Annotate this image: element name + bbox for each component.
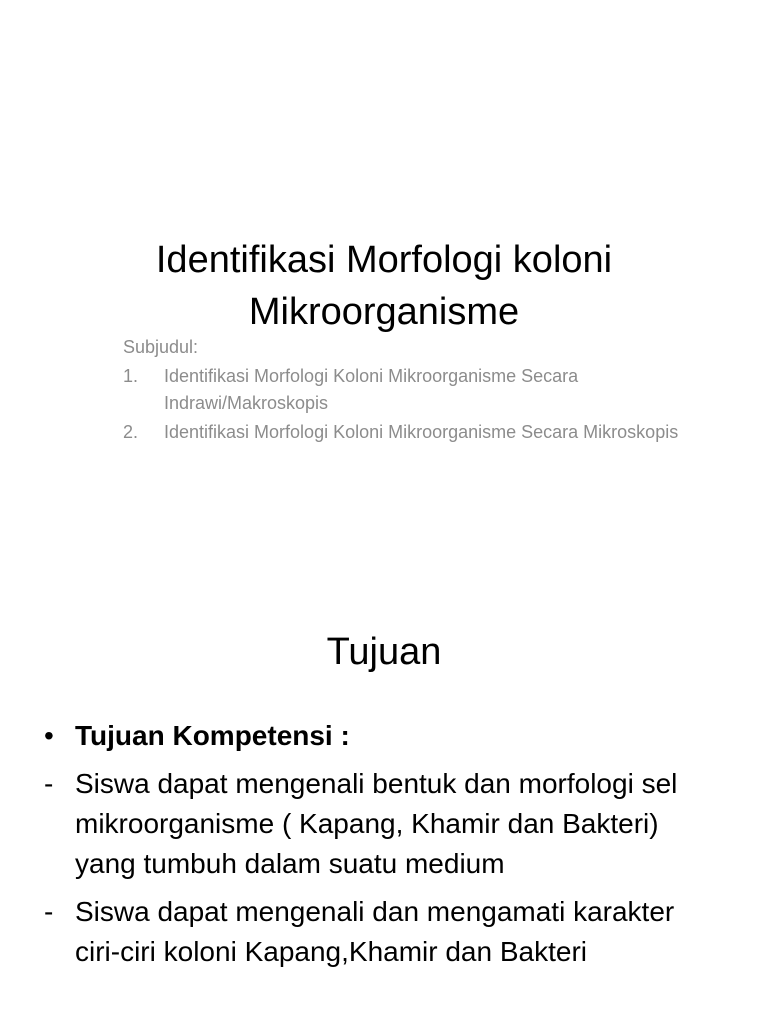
list-item xyxy=(40,892,720,972)
subtitle-item xyxy=(123,419,683,446)
slide-1-title xyxy=(40,234,728,338)
dash-marker: - xyxy=(44,896,54,927)
subtitle-block xyxy=(123,334,683,446)
slide-2-content xyxy=(40,716,720,980)
list-item-text: Siswa dapat mengenali dan mengamati karakter ciri-ciri koloni Kapang,Khamir dan Bakteri xyxy=(75,896,675,967)
subtitle-item-text: Identifikasi Morfologi Koloni Mikroorganisme Secara Indrawi/Makroskopis xyxy=(164,366,579,413)
title-line-1: Identifikasi Morfologi koloni xyxy=(155,239,613,281)
subtitle-item-text: Identifikasi Morfologi Koloni Mikroorganisme Secara Mikroskopis xyxy=(164,422,679,442)
slide-2 xyxy=(0,512,768,1024)
subtitle-label: Subjudul: xyxy=(123,337,199,357)
bullet-marker: • xyxy=(44,720,54,751)
list-item-text: Siswa dapat mengenali bentuk dan morfologi sel mikroorganisme ( Kapang, Khamir dan Bakteri) yang tumbuh dalam suatu medium xyxy=(75,768,678,879)
subtitle-item-number: 1. xyxy=(123,366,139,386)
subtitle-item xyxy=(123,363,683,417)
subtitle-item-number: 2. xyxy=(123,422,139,442)
slide-2-title: Tujuan xyxy=(326,631,442,673)
dash-marker: - xyxy=(44,768,54,799)
title-line-2: Mikroorganisme xyxy=(248,291,520,333)
subtitle-list xyxy=(123,363,683,446)
list-item xyxy=(40,764,720,884)
bullet-heading: Tujuan Kompetensi : xyxy=(75,720,350,751)
heading-bullet-item xyxy=(40,716,720,756)
